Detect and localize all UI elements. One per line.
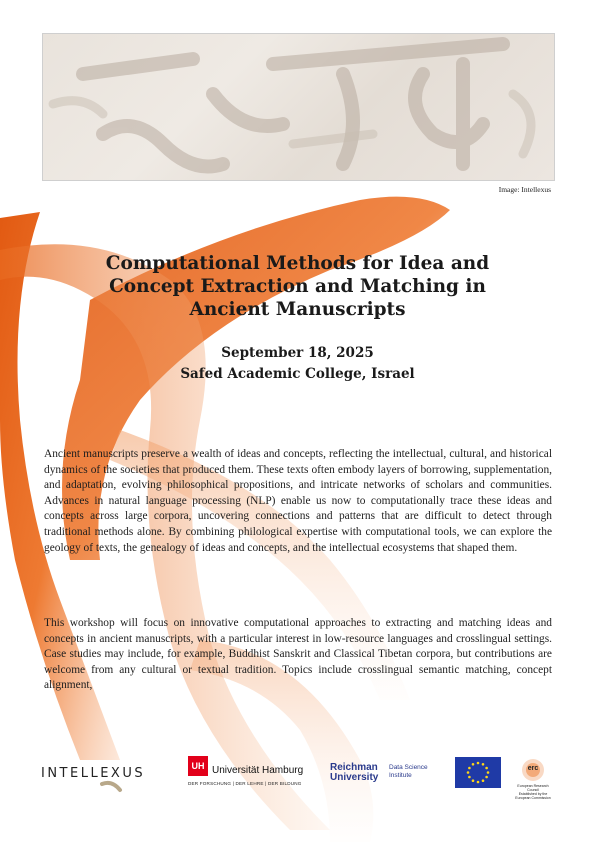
event-venue: Safed Academic College, Israel <box>180 366 415 382</box>
erc-logo: erc European Research Council Established by the European Commission <box>512 756 554 800</box>
title-line: Computational Methods for Idea and <box>105 253 490 274</box>
intellexus-x-icon <box>98 756 128 796</box>
uhh-tagline: DER FORSCHUNG | DER LEHRE | DER BILDUNG <box>188 781 302 786</box>
uhh-logo-mark: UH <box>188 756 208 776</box>
page-title <box>40 252 555 321</box>
eu-flag-icon <box>455 757 501 788</box>
intellexus-x-mark: X <box>110 766 123 781</box>
title-line: Concept Extraction and Matching in <box>109 276 486 297</box>
workshop-paragraph: This workshop will focus on innovative computational approaches to extracting and matching ideas and concepts in ancient manuscripts, with a particular interest in low-resource languages and crosslingual settings. Case studies may include, for example, Buddhist Sanskrit and Classical Tibetan corpora, but contributions are welcome from any cultural or textual tradition. Topics include crosslingual semantic matching, concept alignment, <box>44 617 552 692</box>
event-date: September 18, 2025 <box>221 345 374 361</box>
uhh-name: Universität Hamburg <box>212 765 304 776</box>
intro-paragraph: Ancient manuscripts preserve a wealth of ideas and concepts, reflecting the intellectual, cultural, and historical dynamics of the societies that produced them. These texts often embody layers of borrowing, supplementation, and adaptation, evolving philosophical propositions, and intricate networks of scholars and communities. Advances in natural language processing (NLP) enable us now to computationally trace these ideas and concepts across large corpora, uncovering connections and patterns that are difficult to detect through traditional methods alone. By combining philological expertise with computational tools, we can explore the geology of texts, the genealogy of ideas and concepts, and the intellectual ecosystems that shaped them. <box>44 448 552 554</box>
reichman-logo: Reichman University <box>330 762 379 783</box>
image-credit: Image: Intellexus <box>498 185 551 194</box>
data-science-institute-logo: Data Science Institute <box>389 764 428 779</box>
intellexus-logo: INTELLEXUS <box>41 766 146 781</box>
sponsor-logos <box>0 748 595 808</box>
title-line: Ancient Manuscripts <box>189 299 406 320</box>
